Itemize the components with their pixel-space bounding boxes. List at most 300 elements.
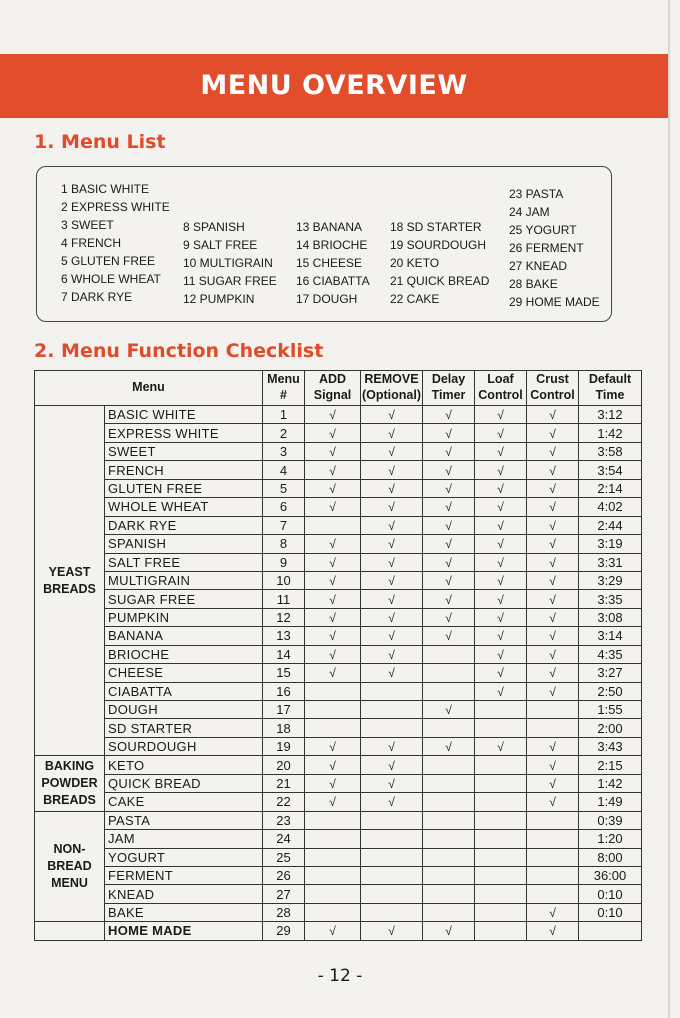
add-signal-cell [305, 406, 361, 424]
check-mark-icon: √ [549, 795, 556, 810]
menu-list-item: 18 SD STARTER [390, 220, 482, 234]
check-mark-icon: √ [329, 776, 336, 791]
delay-timer-cell [423, 885, 475, 903]
menu-name-cell: DARK RYE [105, 516, 263, 534]
default-time-cell: 3:19 [579, 535, 642, 553]
menu-name-cell: GLUTEN FREE [105, 479, 263, 497]
default-time-cell: 1:20 [579, 830, 642, 848]
check-mark-icon: √ [549, 684, 556, 699]
check-mark-icon: √ [445, 703, 452, 718]
delay-timer-cell [423, 590, 475, 608]
remove-cell [361, 424, 423, 442]
remove-cell [361, 885, 423, 903]
check-mark-icon: √ [549, 574, 556, 589]
add-signal-cell [305, 645, 361, 663]
check-mark-icon: √ [445, 537, 452, 552]
add-signal-cell [305, 756, 361, 774]
menu-number-cell: 22 [263, 793, 305, 811]
menu-number-cell: 13 [263, 627, 305, 645]
loaf-control-cell [475, 756, 527, 774]
delay-timer-cell [423, 793, 475, 811]
menu-list-item: 3 SWEET [61, 218, 114, 232]
menu-list-item: 16 CIABATTA [296, 274, 370, 288]
header-menu: Menu [35, 371, 263, 406]
crust-control-cell [527, 442, 579, 460]
menu-name-cell: SALT FREE [105, 553, 263, 571]
menu-list-item: 15 CHEESE [296, 256, 363, 270]
check-mark-icon: √ [497, 740, 504, 755]
table-row [35, 590, 642, 608]
menu-list-item: 17 DOUGH [296, 292, 358, 306]
remove-cell [361, 682, 423, 700]
check-mark-icon: √ [329, 666, 336, 681]
check-mark-icon: √ [388, 574, 395, 589]
delay-timer-cell [423, 553, 475, 571]
table-row [35, 553, 642, 571]
menu-name-cell: SPANISH [105, 535, 263, 553]
menu-list-item: 4 FRENCH [61, 236, 122, 250]
check-mark-icon: √ [549, 592, 556, 607]
table-row [35, 608, 642, 626]
table-row [35, 701, 642, 719]
check-mark-icon: √ [445, 518, 452, 533]
check-mark-icon: √ [549, 408, 556, 423]
check-mark-icon: √ [549, 924, 556, 939]
check-mark-icon: √ [445, 629, 452, 644]
check-mark-icon: √ [388, 795, 395, 810]
loaf-control-cell [475, 406, 527, 424]
menu-number-cell: 15 [263, 664, 305, 682]
check-mark-icon: √ [497, 408, 504, 423]
header-delay-timer: Delay Timer [423, 371, 475, 406]
menu-name-cell: BAKE [105, 903, 263, 921]
group-label-empty [35, 922, 105, 940]
menu-name-cell: CIABATTA [105, 682, 263, 700]
crust-control-cell [527, 461, 579, 479]
menu-number-cell: 21 [263, 774, 305, 792]
menu-list-item: 7 DARK RYE [61, 290, 133, 304]
menu-list-item: 28 BAKE [509, 277, 558, 291]
check-mark-icon: √ [388, 776, 395, 791]
remove-cell [361, 590, 423, 608]
table-row [35, 571, 642, 589]
add-signal-cell [305, 885, 361, 903]
header-loaf-control: Loaf Control [475, 371, 527, 406]
menu-list-item: 22 CAKE [390, 292, 440, 306]
check-mark-icon: √ [549, 776, 556, 791]
menu-name-cell: SUGAR FREE [105, 590, 263, 608]
table-row [35, 922, 642, 940]
crust-control-cell [527, 903, 579, 921]
menu-list-column-2 [183, 218, 277, 308]
menu-list-item: 20 KETO [390, 256, 440, 270]
menu-name-cell: EXPRESS WHITE [105, 424, 263, 442]
menu-name-cell: KNEAD [105, 885, 263, 903]
check-mark-icon: √ [329, 481, 336, 496]
check-mark-icon: √ [445, 481, 452, 496]
table-row [35, 498, 642, 516]
check-mark-icon: √ [388, 481, 395, 496]
check-mark-icon: √ [329, 647, 336, 662]
check-mark-icon: √ [549, 426, 556, 441]
crust-control-cell [527, 516, 579, 534]
check-mark-icon: √ [388, 445, 395, 460]
crust-control-cell [527, 756, 579, 774]
menu-number-cell: 5 [263, 479, 305, 497]
add-signal-cell [305, 498, 361, 516]
remove-cell [361, 701, 423, 719]
table-row [35, 664, 642, 682]
default-time-cell: 3:58 [579, 442, 642, 460]
remove-cell [361, 903, 423, 921]
add-signal-cell [305, 848, 361, 866]
check-mark-icon: √ [388, 647, 395, 662]
header-remove-optional: REMOVE (Optional) [361, 371, 423, 406]
menu-list-item: 26 FERMENT [509, 241, 584, 255]
delay-timer-cell [423, 535, 475, 553]
crust-control-cell [527, 885, 579, 903]
loaf-control-cell [475, 627, 527, 645]
delay-timer-cell [423, 424, 475, 442]
remove-cell [361, 442, 423, 460]
default-time-cell: 3:43 [579, 737, 642, 755]
delay-timer-cell [423, 645, 475, 663]
menu-list-item: 19 SOURDOUGH [390, 238, 487, 252]
menu-list-item: 10 MULTIGRAIN [183, 256, 273, 270]
check-mark-icon: √ [388, 408, 395, 423]
table-row [35, 756, 642, 774]
default-time-cell: 2:15 [579, 756, 642, 774]
add-signal-cell [305, 830, 361, 848]
remove-cell [361, 848, 423, 866]
remove-cell [361, 922, 423, 940]
group-label: NON- BREAD MENU [35, 811, 105, 922]
menu-number-cell: 6 [263, 498, 305, 516]
table-row [35, 903, 642, 921]
crust-control-cell [527, 866, 579, 884]
menu-list-item: 23 PASTA [509, 187, 564, 201]
table-row [35, 424, 642, 442]
remove-cell [361, 830, 423, 848]
menu-name-cell: BASIC WHITE [105, 406, 263, 424]
check-mark-icon: √ [329, 408, 336, 423]
crust-control-cell [527, 424, 579, 442]
menu-name-cell: YOGURT [105, 848, 263, 866]
add-signal-cell [305, 424, 361, 442]
crust-control-cell [527, 553, 579, 571]
default-time-cell: 3:27 [579, 664, 642, 682]
table-row [35, 848, 642, 866]
menu-name-cell: HOME MADE [105, 922, 263, 940]
table-row [35, 811, 642, 829]
menu-name-cell: PUMPKIN [105, 608, 263, 626]
check-mark-icon: √ [388, 592, 395, 607]
menu-number-cell: 29 [263, 922, 305, 940]
menu-list-item: 11 SUGAR FREE [183, 274, 277, 288]
menu-name-cell: FERMENT [105, 866, 263, 884]
check-mark-icon: √ [497, 426, 504, 441]
delay-timer-cell [423, 461, 475, 479]
menu-number-cell: 18 [263, 719, 305, 737]
loaf-control-cell [475, 701, 527, 719]
page-number: - 12 - [317, 966, 363, 986]
delay-timer-cell [423, 701, 475, 719]
default-time-cell: 0:39 [579, 811, 642, 829]
menu-name-cell: SOURDOUGH [105, 737, 263, 755]
menu-list-column-1 [61, 180, 170, 306]
menu-number-cell: 4 [263, 461, 305, 479]
loaf-control-cell [475, 590, 527, 608]
crust-control-cell [527, 701, 579, 719]
crust-control-cell [527, 571, 579, 589]
check-mark-icon: √ [329, 611, 336, 626]
loaf-control-cell [475, 553, 527, 571]
menu-name-cell: CAKE [105, 793, 263, 811]
remove-cell [361, 608, 423, 626]
check-mark-icon: √ [388, 463, 395, 478]
menu-list-title: 1. Menu List [34, 131, 166, 153]
menu-list-column-5 [509, 185, 600, 311]
delay-timer-cell [423, 516, 475, 534]
delay-timer-cell [423, 756, 475, 774]
check-mark-icon: √ [329, 463, 336, 478]
menu-number-cell: 3 [263, 442, 305, 460]
table-row [35, 516, 642, 534]
crust-control-cell [527, 664, 579, 682]
add-signal-cell [305, 516, 361, 534]
menu-number-cell: 24 [263, 830, 305, 848]
check-mark-icon: √ [549, 758, 556, 773]
add-signal-cell [305, 774, 361, 792]
check-mark-icon: √ [497, 684, 504, 699]
delay-timer-cell [423, 922, 475, 940]
add-signal-cell [305, 442, 361, 460]
check-mark-icon: √ [329, 592, 336, 607]
check-mark-icon: √ [497, 500, 504, 515]
table-row [35, 793, 642, 811]
header-menu-number: Menu # [263, 371, 305, 406]
crust-control-cell [527, 535, 579, 553]
check-mark-icon: √ [497, 629, 504, 644]
loaf-control-cell [475, 811, 527, 829]
add-signal-cell [305, 571, 361, 589]
menu-number-cell: 25 [263, 848, 305, 866]
add-signal-cell [305, 608, 361, 626]
default-time-cell: 3:35 [579, 590, 642, 608]
menu-number-cell: 26 [263, 866, 305, 884]
check-mark-icon: √ [388, 555, 395, 570]
delay-timer-cell [423, 627, 475, 645]
table-row [35, 830, 642, 848]
delay-timer-cell [423, 479, 475, 497]
delay-timer-cell [423, 719, 475, 737]
loaf-control-cell [475, 922, 527, 940]
check-mark-icon: √ [329, 426, 336, 441]
check-mark-icon: √ [549, 647, 556, 662]
remove-cell [361, 756, 423, 774]
crust-control-cell [527, 627, 579, 645]
remove-cell [361, 793, 423, 811]
default-time-cell: 2:14 [579, 479, 642, 497]
menu-list-item: 9 SALT FREE [183, 238, 258, 252]
check-mark-icon: √ [329, 500, 336, 515]
add-signal-cell [305, 793, 361, 811]
check-mark-icon: √ [445, 426, 452, 441]
menu-name-cell: KETO [105, 756, 263, 774]
menu-list-item: 29 HOME MADE [509, 295, 600, 309]
menu-number-cell: 16 [263, 682, 305, 700]
loaf-control-cell [475, 442, 527, 460]
default-time-cell: 4:02 [579, 498, 642, 516]
check-mark-icon: √ [497, 463, 504, 478]
crust-control-cell [527, 498, 579, 516]
crust-control-cell [527, 645, 579, 663]
check-mark-icon: √ [497, 445, 504, 460]
default-time-cell: 4:35 [579, 645, 642, 663]
loaf-control-cell [475, 461, 527, 479]
loaf-control-cell [475, 516, 527, 534]
remove-cell [361, 627, 423, 645]
check-mark-icon: √ [445, 592, 452, 607]
check-mark-icon: √ [549, 611, 556, 626]
loaf-control-cell [475, 535, 527, 553]
add-signal-cell [305, 866, 361, 884]
check-mark-icon: √ [445, 574, 452, 589]
default-time-cell: 2:44 [579, 516, 642, 534]
crust-control-cell [527, 737, 579, 755]
remove-cell [361, 498, 423, 516]
menu-list-column-3 [296, 218, 370, 308]
loaf-control-cell [475, 793, 527, 811]
header-crust-control: Crust Control [527, 371, 579, 406]
remove-cell [361, 553, 423, 571]
add-signal-cell [305, 590, 361, 608]
menu-name-cell: BANANA [105, 627, 263, 645]
loaf-control-cell [475, 866, 527, 884]
check-mark-icon: √ [329, 740, 336, 755]
delay-timer-cell [423, 682, 475, 700]
menu-list-item: 1 BASIC WHITE [61, 182, 150, 196]
remove-cell [361, 811, 423, 829]
crust-control-cell [527, 811, 579, 829]
menu-number-cell: 17 [263, 701, 305, 719]
table-row [35, 737, 642, 755]
loaf-control-cell [475, 830, 527, 848]
default-time-cell: 0:10 [579, 885, 642, 903]
default-time-cell: 1:42 [579, 424, 642, 442]
menu-number-cell: 12 [263, 608, 305, 626]
menu-list-item: 27 KNEAD [509, 259, 568, 273]
add-signal-cell [305, 461, 361, 479]
default-time-cell: 36:00 [579, 866, 642, 884]
crust-control-cell [527, 848, 579, 866]
loaf-control-cell [475, 608, 527, 626]
loaf-control-cell [475, 571, 527, 589]
crust-control-cell [527, 793, 579, 811]
remove-cell [361, 535, 423, 553]
menu-number-cell: 27 [263, 885, 305, 903]
check-mark-icon: √ [497, 537, 504, 552]
loaf-control-cell [475, 424, 527, 442]
default-time-cell: 8:00 [579, 848, 642, 866]
table-row [35, 461, 642, 479]
menu-name-cell: JAM [105, 830, 263, 848]
menu-list-item: 8 SPANISH [183, 220, 245, 234]
delay-timer-cell [423, 406, 475, 424]
menu-name-cell: QUICK BREAD [105, 774, 263, 792]
check-mark-icon: √ [549, 906, 556, 921]
check-mark-icon: √ [329, 574, 336, 589]
group-label: YEAST BREADS [35, 406, 105, 756]
check-mark-icon: √ [445, 463, 452, 478]
remove-cell [361, 479, 423, 497]
table-row [35, 866, 642, 884]
delay-timer-cell [423, 811, 475, 829]
add-signal-cell [305, 479, 361, 497]
loaf-control-cell [475, 479, 527, 497]
menu-number-cell: 19 [263, 737, 305, 755]
table-row [35, 535, 642, 553]
page-edge [668, 0, 670, 1018]
header-add-signal: ADD Signal [305, 371, 361, 406]
add-signal-cell [305, 922, 361, 940]
remove-cell [361, 664, 423, 682]
menu-function-checklist-table [34, 370, 642, 941]
remove-cell [361, 866, 423, 884]
table-row [35, 774, 642, 792]
check-mark-icon: √ [497, 574, 504, 589]
table-header-row [35, 371, 642, 406]
check-mark-icon: √ [497, 647, 504, 662]
header-default-time: Default Time [579, 371, 642, 406]
check-mark-icon: √ [549, 500, 556, 515]
default-time-cell: 1:42 [579, 774, 642, 792]
check-mark-icon: √ [329, 924, 336, 939]
check-mark-icon: √ [329, 795, 336, 810]
check-mark-icon: √ [497, 481, 504, 496]
check-mark-icon: √ [388, 611, 395, 626]
delay-timer-cell [423, 866, 475, 884]
menu-number-cell: 7 [263, 516, 305, 534]
crust-control-cell [527, 719, 579, 737]
check-mark-icon: √ [549, 666, 556, 681]
menu-name-cell: DOUGH [105, 701, 263, 719]
menu-list-item: 12 PUMPKIN [183, 292, 255, 306]
check-mark-icon: √ [497, 666, 504, 681]
default-time-cell: 2:50 [579, 682, 642, 700]
menu-list-item: 25 YOGURT [509, 223, 577, 237]
crust-control-cell [527, 608, 579, 626]
add-signal-cell [305, 682, 361, 700]
menu-number-cell: 28 [263, 903, 305, 921]
table-row [35, 442, 642, 460]
remove-cell [361, 461, 423, 479]
check-mark-icon: √ [445, 500, 452, 515]
crust-control-cell [527, 406, 579, 424]
default-time-cell: 1:49 [579, 793, 642, 811]
remove-cell [361, 737, 423, 755]
menu-list-item: 6 WHOLE WHEAT [61, 272, 161, 286]
check-mark-icon: √ [497, 611, 504, 626]
check-mark-icon: √ [445, 408, 452, 423]
check-mark-icon: √ [388, 758, 395, 773]
delay-timer-cell [423, 498, 475, 516]
add-signal-cell [305, 719, 361, 737]
check-mark-icon: √ [388, 500, 395, 515]
remove-cell [361, 406, 423, 424]
menu-name-cell: SD STARTER [105, 719, 263, 737]
default-time-cell: 1:55 [579, 701, 642, 719]
